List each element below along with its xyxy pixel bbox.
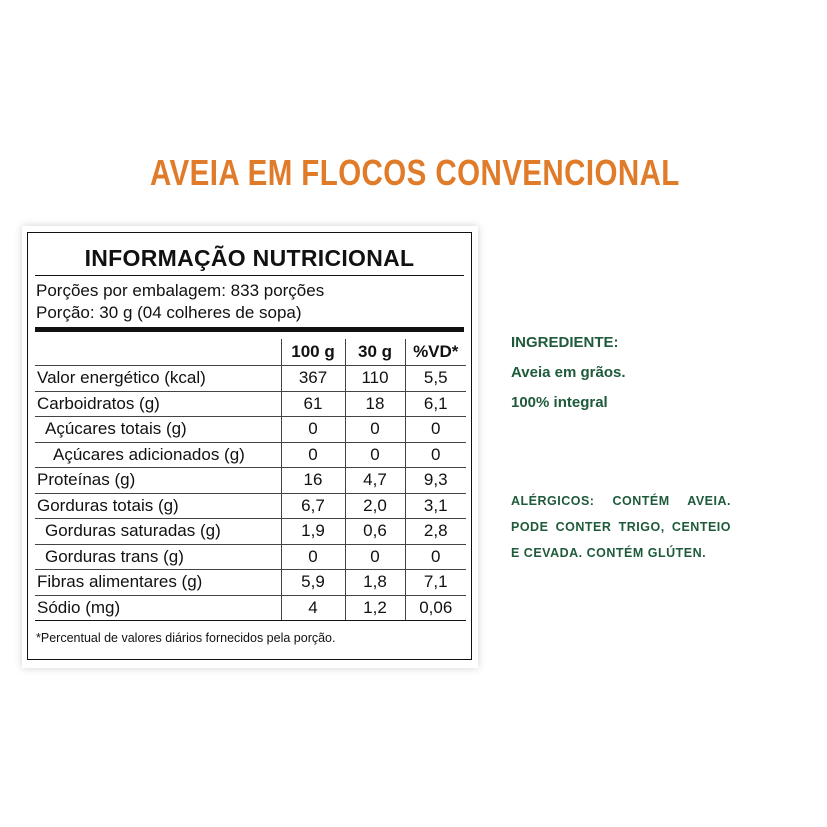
value-100g: 367: [281, 366, 345, 392]
servings-per-package: Porções por embalagem: 833 porções: [36, 281, 325, 300]
value-30g: 0: [345, 544, 405, 570]
table-row: [35, 468, 466, 494]
value-100g: 0: [281, 442, 345, 468]
value-100g: 0: [281, 417, 345, 443]
nutrient-name: Sódio (mg): [35, 595, 281, 621]
nutrient-name: Proteínas (g): [35, 468, 281, 494]
value-100g: 1,9: [281, 519, 345, 545]
value-30g: 0,6: [345, 519, 405, 545]
table-row: [35, 544, 466, 570]
value-100g: 0: [281, 544, 345, 570]
ingredients-line-2: 100% integral: [511, 394, 608, 411]
footnote: *Percentual de valores diários fornecidos pela porção.: [36, 631, 336, 645]
thick-divider: [35, 327, 464, 332]
value-vd: 5,5: [405, 366, 466, 392]
table-row: [35, 493, 466, 519]
value-30g: 1,2: [345, 595, 405, 621]
table-row: [35, 519, 466, 545]
table-row: [35, 595, 466, 621]
value-vd: 6,1: [405, 391, 466, 417]
value-30g: 110: [345, 366, 405, 392]
nutrition-label: [27, 232, 472, 660]
value-vd: 9,3: [405, 468, 466, 494]
table-row: [35, 366, 466, 392]
table-row: [35, 417, 466, 443]
value-100g: 5,9: [281, 570, 345, 596]
ingredients-title: INGREDIENTE:: [511, 334, 619, 351]
nutrition-heading: INFORMAÇÃO NUTRICIONAL: [84, 245, 415, 271]
nutrient-name: Gorduras trans (g): [35, 544, 281, 570]
nutrient-name: Gorduras saturadas (g): [35, 519, 281, 545]
value-30g: 4,7: [345, 468, 405, 494]
table-row: [35, 570, 466, 596]
nutrient-name: Fibras alimentares (g): [35, 570, 281, 596]
table-row: [35, 442, 466, 468]
value-vd: 3,1: [405, 493, 466, 519]
value-vd: 0: [405, 544, 466, 570]
value-100g: 6,7: [281, 493, 345, 519]
ingredients-line-1: Aveia em grãos.: [511, 364, 626, 381]
value-vd: 0,06: [405, 595, 466, 621]
serving-size: Porção: 30 g (04 colheres de sopa): [36, 303, 302, 322]
column-header-vd: %VD*: [405, 339, 466, 366]
value-100g: 16: [281, 468, 345, 494]
nutrient-name: Gorduras totais (g): [35, 493, 281, 519]
value-30g: 18: [345, 391, 405, 417]
value-30g: 2,0: [345, 493, 405, 519]
header-blank: [35, 339, 281, 366]
value-vd: 2,8: [405, 519, 466, 545]
value-vd: 7,1: [405, 570, 466, 596]
nutrition-table: [35, 339, 466, 621]
allergens-text: ALÉRGICOS: CONTÉM AVEIA. PODE CONTER TRIGO, CENTEIO E CEVADA. CONTÉM GLÚTEN.: [511, 494, 731, 560]
divider: [35, 275, 464, 276]
value-vd: 0: [405, 442, 466, 468]
table-row: [35, 391, 466, 417]
nutrient-name: Carboidratos (g): [35, 391, 281, 417]
value-100g: 4: [281, 595, 345, 621]
table-header-row: [35, 339, 466, 366]
nutrient-name: Valor energético (kcal): [35, 366, 281, 392]
column-header-30g: 30 g: [345, 339, 405, 366]
value-100g: 61: [281, 391, 345, 417]
nutrient-name: Açúcares totais (g): [35, 417, 281, 443]
column-header-100g: 100 g: [281, 339, 345, 366]
value-30g: 1,8: [345, 570, 405, 596]
nutrient-name: Açúcares adicionados (g): [35, 442, 281, 468]
value-vd: 0: [405, 417, 466, 443]
product-title: AVEIA EM FLOCOS CONVENCIONAL: [150, 152, 680, 193]
value-30g: 0: [345, 417, 405, 443]
value-30g: 0: [345, 442, 405, 468]
